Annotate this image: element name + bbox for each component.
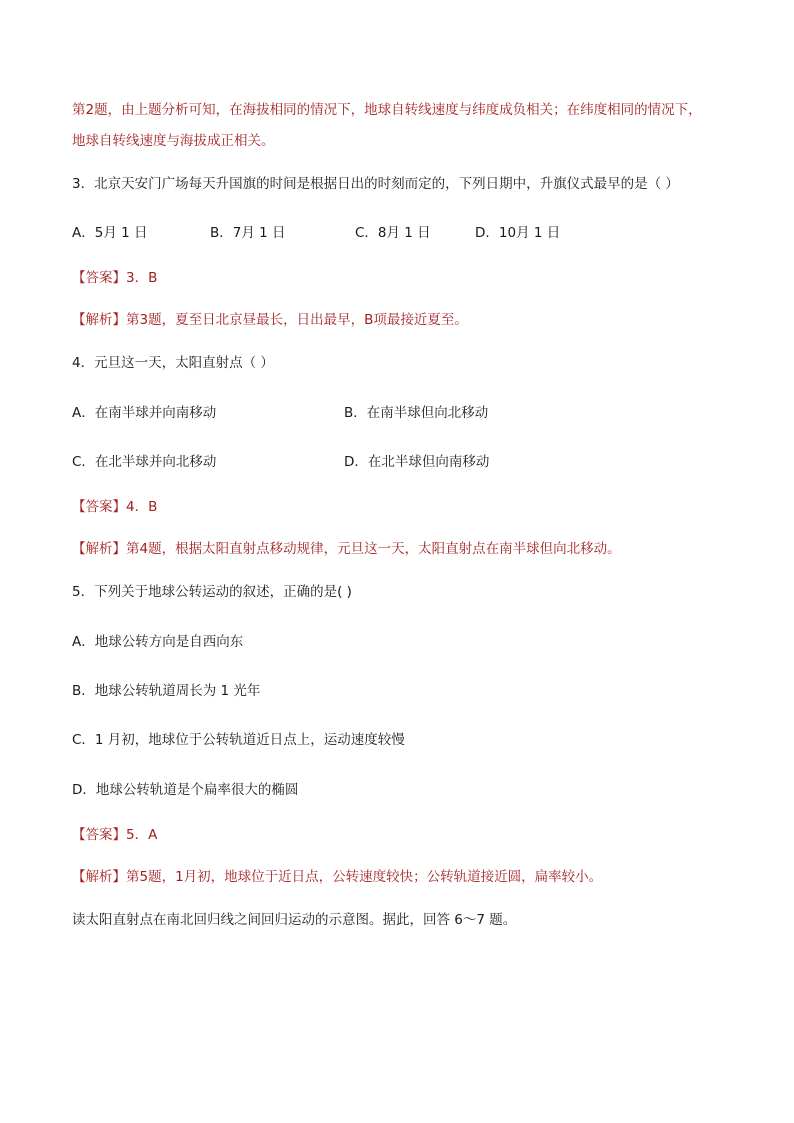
q4-option-a: A．在南半球并向南移动 (72, 405, 217, 421)
q3-option-c: C．8月 1 日 (355, 225, 431, 241)
q4-analysis: 【解析】第4题，根据太阳直射点移动规律，元旦这一天，太阳直射点在南半球但向北移动。 (72, 541, 621, 557)
q2-analysis-line2: 地球自转线速度与海拔成正相关。 (72, 133, 275, 149)
q5-option-b: B．地球公转轨道周长为 1 光年 (72, 683, 261, 699)
q4-option-c: C．在北半球并向北移动 (72, 454, 217, 470)
q6-7-intro: 读太阳直射点在南北回归线之间回归运动的示意图。据此，回答 6～7 题。 (72, 912, 517, 928)
q5-option-a: A．地球公转方向是自西向东 (72, 634, 244, 650)
q3-analysis: 【解析】第3题，夏至日北京昼最长，日出最早，B项最接近夏至。 (72, 312, 468, 328)
q4-stem: 4．元旦这一天，太阳直射点（ ） (72, 355, 274, 371)
q5-option-d: D．地球公转轨道是个扁率很大的椭圆 (72, 782, 299, 798)
q4-option-b: B．在南半球但向北移动 (344, 405, 489, 421)
q5-analysis: 【解析】第5题，1月初，地球位于近日点，公转速度较快；公转轨道接近圆，扁率较小。 (72, 869, 603, 885)
q3-option-a: A．5月 1 日 (72, 225, 148, 241)
q2-analysis-line1: 第2题，由上题分析可知，在海拔相同的情况下，地球自转线速度与纬度成负相关；在纬度相同的情况下， (72, 102, 702, 118)
q3-option-d: D．10月 1 日 (475, 225, 561, 241)
q3-stem: 3．北京天安门广场每天升国旗的时间是根据日出的时刻而定的，下列日期中，升旗仪式最早的是（ ） (72, 176, 679, 192)
q5-option-c: C．1 月初，地球位于公转轨道近日点上，运动速度较慢 (72, 732, 405, 748)
q5-answer: 【答案】5．A (72, 827, 158, 843)
q5-stem: 5．下列关于地球公转运动的叙述，正确的是( ) (72, 584, 352, 600)
q4-option-d: D．在北半球但向南移动 (344, 454, 490, 470)
q3-option-b: B．7月 1 日 (210, 225, 286, 241)
q4-answer: 【答案】4．B (72, 499, 158, 515)
q3-answer: 【答案】3．B (72, 270, 158, 286)
